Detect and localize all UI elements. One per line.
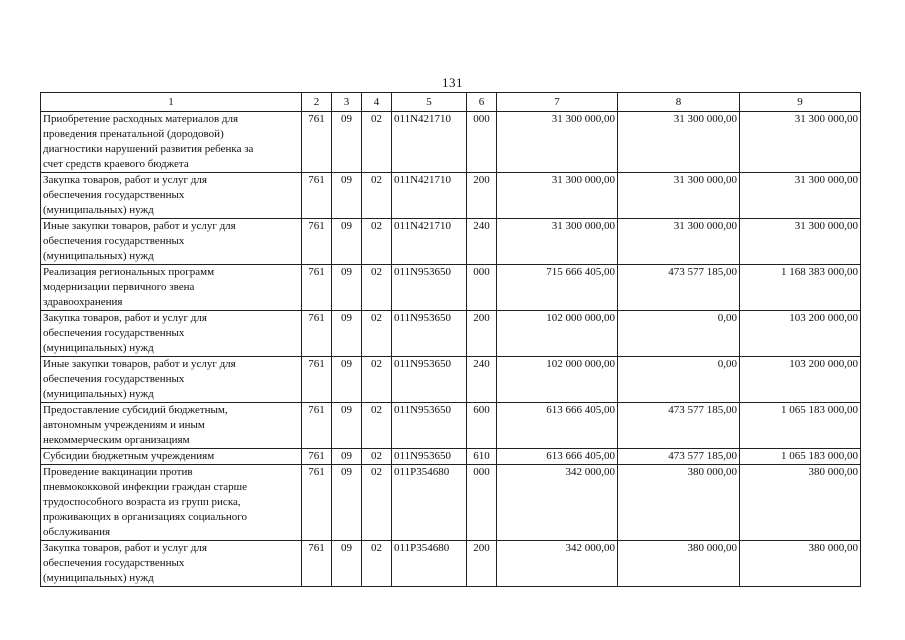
row-code-ministry: 761 [302,403,332,449]
row-code-subsection: 02 [362,265,392,311]
row-amount-col9: 103 200 000,00 [740,311,861,357]
row-amount-col7: 613 666 405,00 [497,403,618,449]
header-col-6: 6 [467,93,497,112]
row-amount-col9: 380 000,00 [740,465,861,541]
header-col-1: 1 [41,93,302,112]
row-code-target: 011N953650 [392,357,467,403]
row-amount-col7: 31 300 000,00 [497,173,618,219]
row-name: Проведение вакцинации против пневмококковой инфекции граждан старше трудоспособного возраста из групп риска, проживающих в организациях социального обслуживания [41,465,302,541]
header-col-4: 4 [362,93,392,112]
row-name: Реализация региональных программ модернизации первичного звена здравоохранения [41,265,302,311]
page-number: 131 [442,75,463,90]
header-col-8: 8 [618,93,740,112]
row-code-subsection: 02 [362,449,392,465]
row-name: Предоставление субсидий бюджетным, автономным учреждениям и иным некоммерческим организациям [41,403,302,449]
row-code-target: 011N953650 [392,449,467,465]
row-code-expense-type: 200 [467,541,497,587]
row-code-subsection: 02 [362,112,392,173]
table-body [41,112,861,587]
row-amount-col8: 380 000,00 [618,465,740,541]
row-code-section: 09 [332,311,362,357]
row-code-section: 09 [332,112,362,173]
row-amount-col8: 473 577 185,00 [618,403,740,449]
row-amount-col7: 102 000 000,00 [497,311,618,357]
row-code-ministry: 761 [302,219,332,265]
row-amount-col7: 31 300 000,00 [497,219,618,265]
table-row [41,112,861,173]
row-amount-col9: 1 065 183 000,00 [740,449,861,465]
row-amount-col8: 0,00 [618,357,740,403]
header-col-2: 2 [302,93,332,112]
row-amount-col8: 31 300 000,00 [618,173,740,219]
row-amount-col7: 342 000,00 [497,541,618,587]
row-code-expense-type: 200 [467,173,497,219]
row-code-ministry: 761 [302,311,332,357]
row-code-expense-type: 000 [467,112,497,173]
row-amount-col7: 342 000,00 [497,465,618,541]
row-code-section: 09 [332,357,362,403]
row-amount-col8: 473 577 185,00 [618,449,740,465]
row-code-target: 011N953650 [392,265,467,311]
row-amount-col9: 103 200 000,00 [740,357,861,403]
row-code-subsection: 02 [362,357,392,403]
row-code-ministry: 761 [302,449,332,465]
header-col-5: 5 [392,93,467,112]
row-name: Закупка товаров, работ и услуг для обеспечения государственных (муниципальных) нужд [41,541,302,587]
row-amount-col8: 380 000,00 [618,541,740,587]
row-code-expense-type: 610 [467,449,497,465]
row-code-target: 011N421710 [392,112,467,173]
row-amount-col9: 31 300 000,00 [740,219,861,265]
header-col-7: 7 [497,93,618,112]
row-code-expense-type: 000 [467,465,497,541]
row-code-ministry: 761 [302,541,332,587]
row-amount-col9: 1 065 183 000,00 [740,403,861,449]
row-amount-col7: 613 666 405,00 [497,449,618,465]
table-row [41,173,861,219]
row-name: Приобретение расходных материалов для проведения пренатальной (дородовой) диагностики нарушений развития ребенка за счет средств краевого бюджета [41,112,302,173]
row-code-target: 011N953650 [392,403,467,449]
row-amount-col8: 31 300 000,00 [618,219,740,265]
row-code-expense-type: 240 [467,357,497,403]
table-row [41,541,861,587]
row-code-section: 09 [332,403,362,449]
table-row [41,265,861,311]
row-amount-col9: 31 300 000,00 [740,112,861,173]
row-code-expense-type: 200 [467,311,497,357]
row-amount-col7: 102 000 000,00 [497,357,618,403]
row-code-target: 011P354680 [392,465,467,541]
row-code-target: 011N953650 [392,311,467,357]
budget-table [40,92,861,587]
row-code-section: 09 [332,265,362,311]
row-amount-col8: 0,00 [618,311,740,357]
table-row [41,449,861,465]
row-code-target: 011N421710 [392,173,467,219]
row-amount-col9: 31 300 000,00 [740,173,861,219]
row-code-expense-type: 600 [467,403,497,449]
row-code-section: 09 [332,219,362,265]
row-code-ministry: 761 [302,265,332,311]
table-row [41,357,861,403]
row-code-section: 09 [332,465,362,541]
row-name: Субсидии бюджетным учреждениям [41,449,302,465]
row-code-section: 09 [332,449,362,465]
row-code-subsection: 02 [362,465,392,541]
row-code-ministry: 761 [302,465,332,541]
header-col-9: 9 [740,93,861,112]
table-header [41,93,861,112]
row-code-ministry: 761 [302,173,332,219]
row-amount-col9: 380 000,00 [740,541,861,587]
row-code-subsection: 02 [362,173,392,219]
row-code-section: 09 [332,541,362,587]
row-code-subsection: 02 [362,311,392,357]
table-row [41,465,861,541]
row-code-subsection: 02 [362,219,392,265]
row-code-section: 09 [332,173,362,219]
row-code-ministry: 761 [302,112,332,173]
row-code-expense-type: 240 [467,219,497,265]
row-code-subsection: 02 [362,541,392,587]
row-name: Закупка товаров, работ и услуг для обеспечения государственных (муниципальных) нужд [41,311,302,357]
row-name: Иные закупки товаров, работ и услуг для обеспечения государственных (муниципальных) нужд [41,357,302,403]
row-amount-col7: 715 666 405,00 [497,265,618,311]
table-row [41,219,861,265]
row-code-subsection: 02 [362,403,392,449]
header-col-3: 3 [332,93,362,112]
row-code-expense-type: 000 [467,265,497,311]
row-amount-col8: 473 577 185,00 [618,265,740,311]
row-name: Закупка товаров, работ и услуг для обеспечения государственных (муниципальных) нужд [41,173,302,219]
row-amount-col7: 31 300 000,00 [497,112,618,173]
row-amount-col9: 1 168 383 000,00 [740,265,861,311]
header-row [41,93,861,112]
table-row [41,403,861,449]
row-code-ministry: 761 [302,357,332,403]
table-row [41,311,861,357]
row-code-target: 011N421710 [392,219,467,265]
row-amount-col8: 31 300 000,00 [618,112,740,173]
row-name: Иные закупки товаров, работ и услуг для обеспечения государственных (муниципальных) нужд [41,219,302,265]
row-code-target: 011P354680 [392,541,467,587]
